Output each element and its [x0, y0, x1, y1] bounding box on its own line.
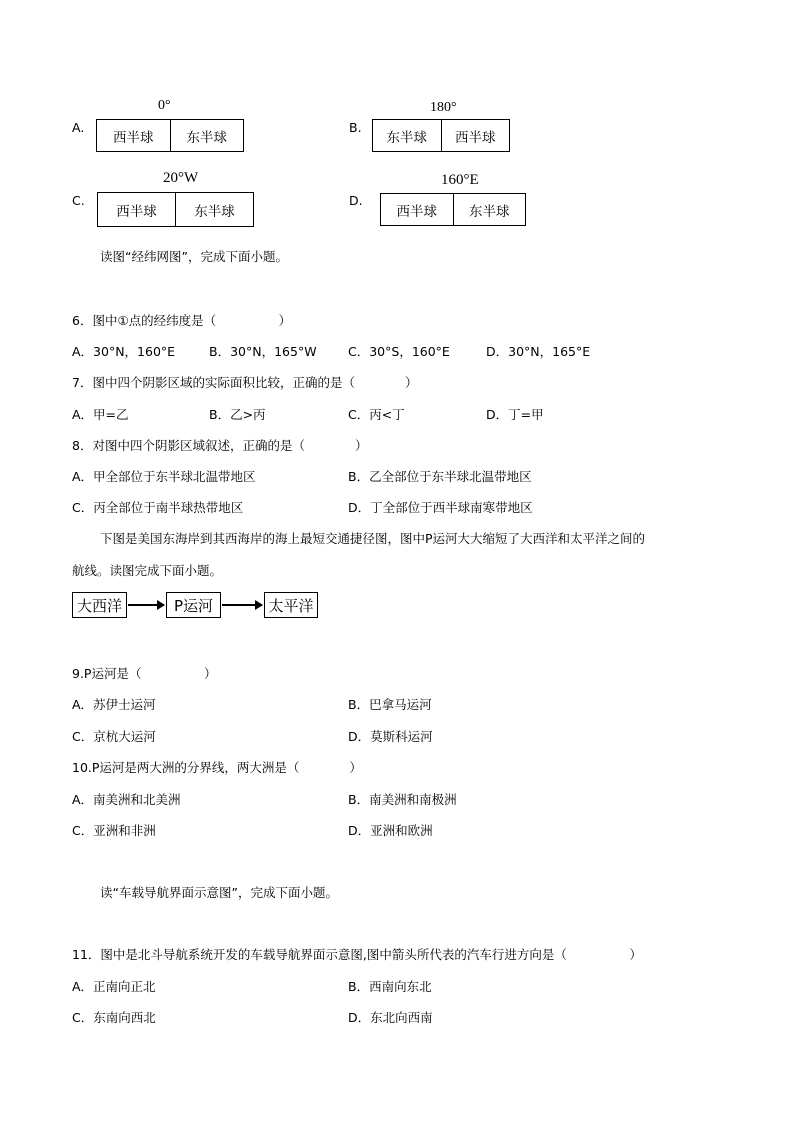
hemisphere-box-d: [380, 193, 526, 226]
flow-arrow-1: [128, 604, 164, 606]
question-6-option-b[interactable]: B．30°N，165°W: [209, 344, 317, 359]
question-11-stem: 11．图中是北斗导航系统开发的车载导航界面示意图,图中箭头所代表的汽车行进方向是（ ）: [72, 947, 642, 962]
option-letter-a: A.: [72, 120, 85, 135]
meridian-label-c: 20°W: [163, 170, 199, 186]
question-10-option-c[interactable]: C．亚洲和非洲: [72, 823, 156, 838]
question-8-option-d[interactable]: D．丁全部位于西半球南寒带地区: [348, 500, 533, 515]
hemisphere-right-d: 东半球: [453, 194, 526, 225]
question-8-stem: 8．对图中四个阴影区域叙述，正确的是（ ）: [72, 438, 368, 453]
intro-canal-line2: 航线。读图完成下面小题。: [72, 563, 223, 578]
question-6-option-c[interactable]: C．30°S，160°E: [348, 344, 450, 359]
question-7-option-a[interactable]: A．甲=乙: [72, 407, 129, 422]
question-9-option-b[interactable]: B．巴拿马运河: [348, 697, 432, 712]
question-7-option-d[interactable]: D．丁=甲: [486, 407, 544, 422]
flow-arrow-2: [222, 604, 262, 606]
question-6-option-a[interactable]: A．30°N，160°E: [72, 344, 176, 359]
meridian-label-a: 0°: [158, 98, 171, 113]
hemisphere-box-c: [97, 192, 254, 227]
question-6-option-d[interactable]: D．30°N，165°E: [486, 344, 591, 359]
question-11-option-d[interactable]: D．东北向西南: [348, 1010, 433, 1025]
question-8-option-c[interactable]: C．丙全部位于南半球热带地区: [72, 500, 244, 515]
hemisphere-right-a: 东半球: [170, 120, 244, 151]
question-9-option-d[interactable]: D．莫斯科运河: [348, 729, 433, 744]
question-7-option-c[interactable]: C．丙<丁: [348, 407, 405, 422]
question-10-stem: 10.P运河是两大洲的分界线，两大洲是（ ）: [72, 760, 362, 775]
question-9-option-a[interactable]: A．苏伊士运河: [72, 697, 156, 712]
flow-atlantic: 大西洋: [72, 592, 127, 618]
question-7-option-b[interactable]: B．乙>丙: [209, 407, 266, 422]
question-8-option-a[interactable]: A．甲全部位于东半球北温带地区: [72, 469, 256, 484]
intro-canal-line1: 下图是美国东海岸到其西海岸的海上最短交通捷径图，图中P运河大大缩短了大西洋和太平洋之间的: [100, 531, 646, 546]
hemisphere-right-b: 西半球: [441, 120, 510, 151]
intro-graticule: 读图“经纬网图”，完成下面小题。: [100, 249, 288, 264]
hemisphere-box-a: [96, 119, 244, 152]
option-letter-c: C.: [72, 193, 85, 208]
question-10-option-a[interactable]: A．南美洲和北美洲: [72, 792, 181, 807]
question-8-option-b[interactable]: B．乙全部位于东半球北温带地区: [348, 469, 532, 484]
hemisphere-left-c: 西半球: [116, 203, 157, 220]
hemisphere-box-b: [372, 119, 510, 152]
hemisphere-left-a: 西半球: [113, 129, 154, 146]
flow-p-canal: P运河: [166, 592, 221, 618]
option-letter-b: B.: [349, 120, 362, 135]
hemisphere-left-d: 西半球: [396, 203, 437, 220]
hemisphere-right-c: 东半球: [175, 193, 253, 226]
flow-pacific: 太平洋: [264, 592, 318, 618]
meridian-label-d: 160°E: [441, 172, 479, 188]
question-11-option-a[interactable]: A．正南向正北: [72, 979, 156, 994]
question-7-stem: 7．图中四个阴影区域的实际面积比较，正确的是（ ）: [72, 375, 418, 390]
question-10-option-d[interactable]: D．亚洲和欧洲: [348, 823, 433, 838]
hemisphere-left-b: 东半球: [386, 129, 427, 146]
option-letter-d: D.: [349, 193, 363, 208]
question-9-stem: 9.P运河是（ ）: [72, 666, 217, 681]
meridian-label-b: 180°: [430, 100, 457, 115]
question-10-option-b[interactable]: B．南美洲和南极洲: [348, 792, 457, 807]
intro-navigation: 读“车载导航界面示意图”，完成下面小题。: [100, 885, 338, 900]
question-11-option-c[interactable]: C．东南向西北: [72, 1010, 156, 1025]
question-9-option-c[interactable]: C．京杭大运河: [72, 729, 156, 744]
question-11-option-b[interactable]: B．西南向东北: [348, 979, 432, 994]
question-6-stem: 6．图中①点的经纬度是（ ）: [72, 313, 292, 328]
